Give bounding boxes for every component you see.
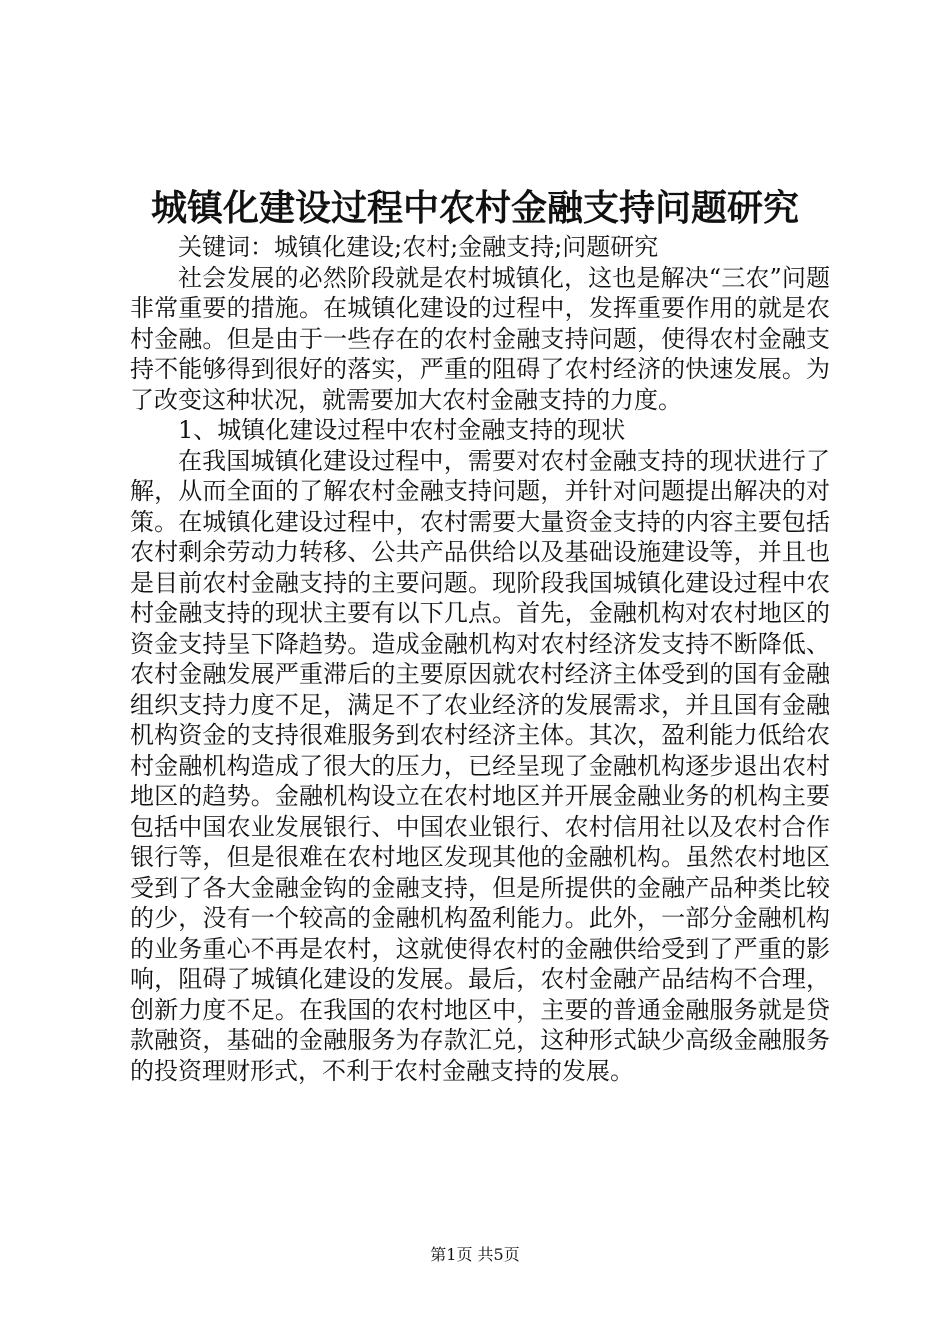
document-title: 城镇化建设过程中农村金融支持问题研究 xyxy=(150,187,799,229)
keywords-line: 关键词：城镇化建设;农村;金融支持;问题研究 xyxy=(178,233,659,261)
paragraph-status: 在我国城镇化建设过程中，需要对农村金融支持的现状进行了解，从而全面的了解农村金融支持问题，并针对问题提出解决的对策。在城镇化建设过程中，农村需要大量资金支持的内容主要包括农村剩余劳动力转移、公共产品供给以及基础设施建设等，并且也是目前农村金融支持的主要问题。现阶段我国城镇化建设过程中农村金融支持的现状主要有以下几点。首先，金融机构对农村地区的资金支持呈下降趋势。造成金融机构对农村经济发支持不断降低、农村金融发展严重滞后的主要原因就农村经济主体受到的国有金融组织支持力度不足，满足不了农业经济的发展需求，并且国有金融机构资金的支持很难服务到农村经济主体。其次，盈利能力低给农村金融机构造成了很大的压力，已经呈现了金融机构逐步退出农村地区的趋势。金融机构设立在农村地区并开展金融业务的机构主要包括中国农业发展银行、中国农业银行、农村信用社以及农村合作银行等，但是很难在农村地区发现其他的金融机构。虽然农村地区受到了各大金融金钩的金融支持，但是所提供的金融产品种类比较的少，没有一个较高的金融机构盈利能力。此外，一部分金融机构的业务重心不再是农村，这就使得农村的金融供给受到了严重的影响，阻碍了城镇化建设的发展。最后，农村金融产品结构不合理，创新力度不足。在我国的农村地区中，主要的普通金融服务就是贷款融资，基础的金融服务为存款汇兑，这种形式缺少高级金融服务的投资理财形式，不利于农村金融支持的发展。 xyxy=(130,446,830,1085)
document-body xyxy=(130,232,830,1086)
section-heading: 1、城镇化建设过程中农村金融支持的现状 xyxy=(178,416,626,444)
page-number: 第1页 共5页 xyxy=(430,1245,520,1264)
paragraph-intro: 社会发展的必然阶段就是农村城镇化，这也是解决“三农”问题非常重要的措施。在城镇化建设的过程中，发挥重要作用的就是农村金融。但是由于一些存在的农村金融支持问题，使得农村金融支持不能够得到很好的落实，严重的阻碍了农村经济的快速发展。为了改变这种状况，就需要加大农村金融支持的力度。 xyxy=(130,263,830,414)
